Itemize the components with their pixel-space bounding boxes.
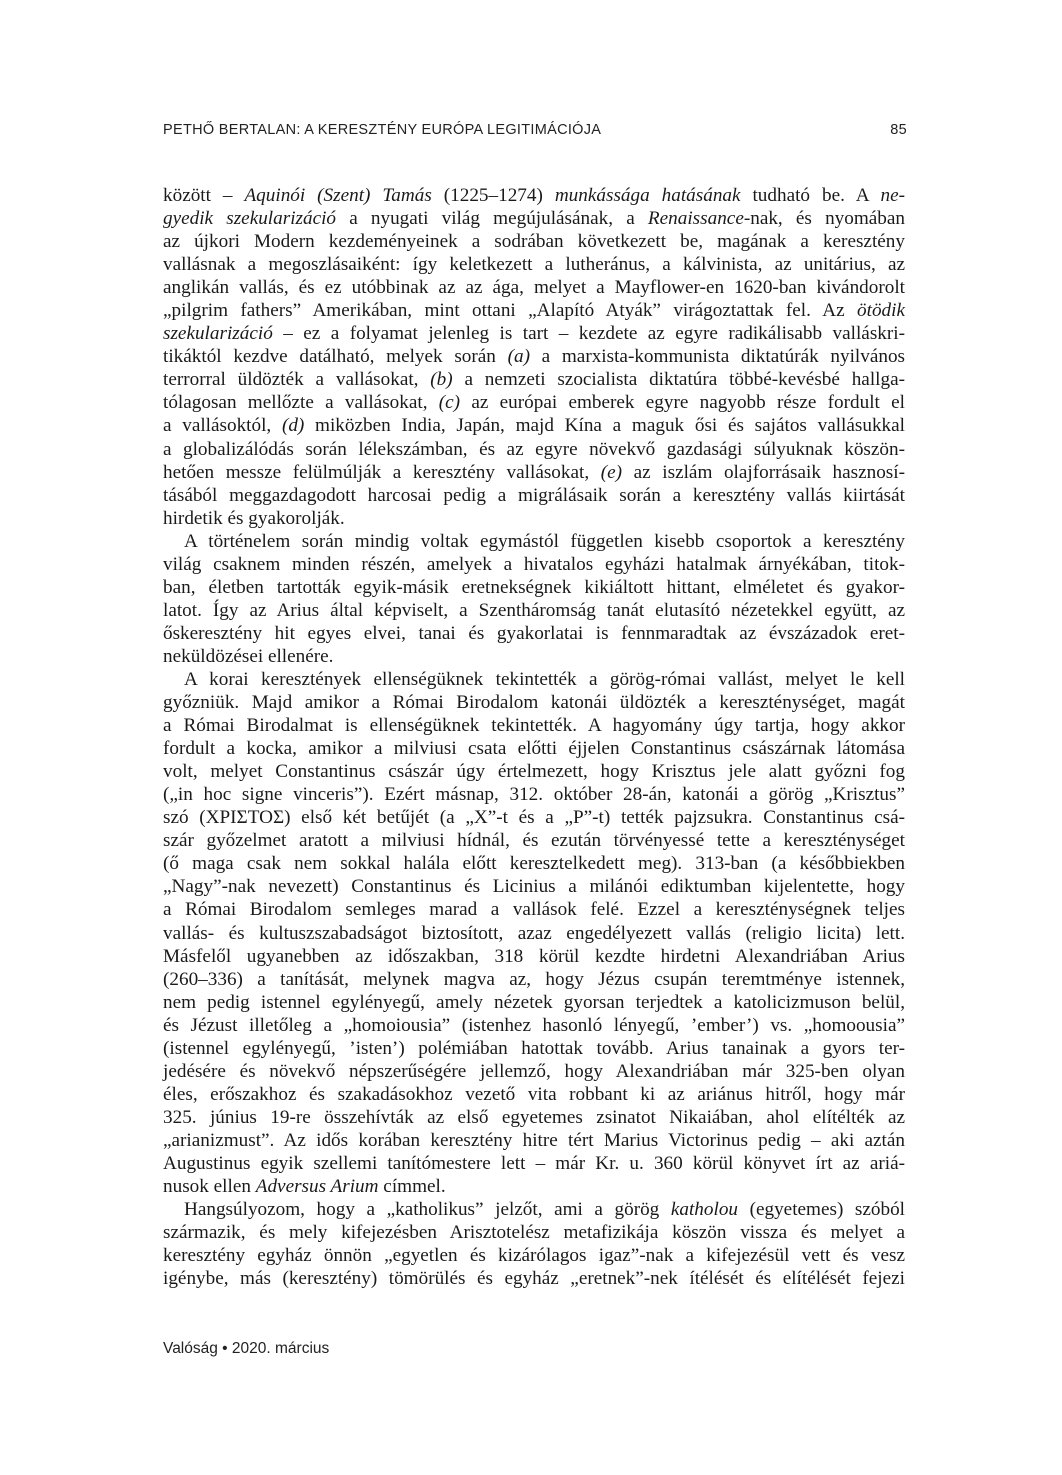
text-line: [163, 599, 905, 622]
text-run: a nemzeti szocialista diktatúra többé-kevésbé hallga-: [452, 369, 905, 391]
text-run: („in hoc signe vinceris”). Ezért másnap, 312. október 28-án, katonái a görög „Krisztus”: [163, 784, 905, 806]
text-run: származik, és mely kifejezésben Arisztotelész metafizikája köszön vissza és melyet a: [163, 1222, 905, 1244]
text-line: [163, 345, 905, 368]
text-line: [163, 1014, 905, 1037]
text-line: [163, 991, 905, 1014]
text-run: A korai keresztények ellenségüknek tekintették a görög-római vallást, melyet le kell: [184, 668, 905, 690]
text-run: neküldözései ellenére.: [163, 645, 334, 667]
italic-text: (a): [507, 346, 530, 368]
text-run: A történelem során mindig voltak egymástól független kisebb csoportok a keresztény: [184, 530, 905, 552]
italic-text: Renaissance: [647, 208, 744, 230]
text-line: [163, 898, 905, 921]
text-line: [163, 1198, 905, 1221]
text-run: 325. június 19-re összehívták az első egyetemes zsinatot Nikaiában, ahol elítélték az: [163, 1106, 905, 1128]
italic-text: (e): [600, 461, 623, 483]
text-run: szár győzelmet aratott a milviusi hídnál, és ezután törvényessé tette a kereszténységet: [163, 830, 905, 852]
text-run: tásából meggazdagodott harcosai pedig a migrálásaik során a keresztény vallás kiirtását: [163, 484, 905, 506]
text-run: az európai emberek egyre nagyobb része fordult el: [460, 392, 905, 414]
text-run: (egyetemes) szóból: [738, 1199, 906, 1221]
text-line: [163, 276, 905, 299]
text-line: [163, 1060, 905, 1083]
text-run: latot. Így az Arius által képviselt, a Szentháromság tanát elutasító nézetekkel együtt, az: [163, 599, 905, 621]
text-run: vallásnak a megoszlásaiként: így keletkezett a lutheránus, a kálvinista, az unitárius, az: [163, 254, 905, 276]
text-run: volt, melyet Constantinus császár úgy értelmezett, hogy Krisztus jele alatt győzni fog: [163, 761, 905, 783]
text-run: „pilgrim fathers” Amerikában, mint ottani „Alapító Atyák” virágoztattak fel. Az: [163, 300, 858, 322]
text-run: jedésére és növekvő népszerűségére jellemző, hogy Alexandriában már 325-ben olyan: [163, 1060, 905, 1082]
text-run: a nyugati világ megújulásának, a: [336, 208, 648, 230]
text-line: [163, 1244, 905, 1267]
text-line: [163, 368, 905, 391]
text-run: a vallásoktól,: [163, 415, 282, 437]
text-line: [163, 945, 905, 968]
text-line: [163, 875, 905, 898]
text-run: a Római Birodalom semleges marad a vallások felé. Ezzel a kereszténységnek teljes: [163, 899, 905, 921]
text-line: [163, 553, 905, 576]
text-run: miközben India, Japán, majd Kína a maguk ősi és sajátos vallásukkal: [304, 415, 905, 437]
text-line: [163, 461, 905, 484]
text-run: tudható be. A: [740, 185, 881, 206]
text-run: Augustinus egyik szellemi tanítómestere lett – már Kr. u. 360 körül könyvet írt az ariá-: [163, 1152, 905, 1174]
text-line: [163, 184, 905, 207]
italic-text: (d): [281, 415, 305, 437]
text-run: hirdetik és gyakorolják.: [163, 507, 345, 529]
text-line: [163, 438, 905, 461]
text-run: nusok ellen: [163, 1176, 256, 1198]
text-line: [163, 507, 905, 530]
text-line: [163, 1221, 905, 1244]
italic-text: (c): [438, 392, 461, 414]
text-run: „arianizmust”. Az idős korában keresztény hitre tért Marius Victorinus pedig – aki aztán: [163, 1129, 905, 1151]
text-line: [163, 576, 905, 599]
text-run: éles, erőszakhoz és szakadásokhoz vezető vita robbant ki az ariánus hitről, hogy már: [163, 1083, 905, 1105]
text-line: [163, 1129, 905, 1152]
text-run: igénybe, más (keresztény) tömörülés és egyház „eretnek”-nek ítélését és elítélését fejezi: [163, 1268, 905, 1290]
text-run: szó (ΧΡΙΣΤΟΣ) első két betűjét (a „X”-t és a „P”-t) tették pajzsukra. Constantinus csá-: [163, 807, 905, 829]
text-run: a globalizálódás során lélekszámban, és az egyre növekvő gazdasági súlyuknak köszön-: [163, 438, 905, 460]
text-line: [163, 783, 905, 806]
article-body: [163, 184, 905, 1290]
text-run: anglikán vallás, és ez utóbbinak az az ága, melyet a Mayflower-en 1620-ban kivándorolt: [163, 277, 905, 299]
italic-text: szekularizáció: [163, 323, 273, 345]
text-run: nem pedig istennel egylényegű, amely nézetek gyorsan terjedtek a katolicizmuson belül,: [163, 991, 905, 1013]
footer-publication: Valóság • 2020. március: [163, 1340, 330, 1357]
text-run: -nak, és nyomában: [743, 208, 905, 230]
text-run: világ csaknem minden részén, amelyek a hivatalos egyházi hatalmak árnyékában, titok-: [163, 553, 905, 575]
text-line: [163, 414, 905, 437]
page-number: 85: [890, 122, 907, 138]
text-run: őskeresztény hit egyes elvei, tanai és gyakorlatai is fennmaradtak az évszázadok eret-: [163, 622, 905, 644]
text-line: [163, 645, 905, 668]
text-run: tólagosan mellőzte a vallásokat,: [163, 392, 439, 414]
text-run: (istennel egylényegű, ’isten’) polémiában hatottak tovább. Arius tanainak a gyors ter-: [163, 1037, 905, 1059]
text-line: [163, 622, 905, 645]
text-run: győzniük. Majd amikor a Római Birodalom katonái üldözték a kereszténységet, magát: [163, 692, 905, 714]
text-line: [163, 253, 905, 276]
text-line: [163, 1267, 905, 1290]
text-line: [163, 691, 905, 714]
italic-text: katholou: [670, 1199, 739, 1221]
page-footer: [163, 1340, 329, 1358]
text-run: vallás- és kultuszszabadságot biztosított, azaz engedélyezett vallás (religio licita) lett.: [163, 922, 905, 944]
text-run: a marxista-kommunista diktatúrák nyilvános: [529, 346, 906, 368]
italic-text: Aquinói (Szent) Tamás: [244, 185, 432, 206]
text-line: [163, 922, 905, 945]
text-line: [163, 230, 905, 253]
text-run: keresztény egyház önnön „egyetlen és kizárólagos igaz”-nak a kifejezésül vett és vesz: [163, 1245, 905, 1267]
text-line: [163, 968, 905, 991]
italic-text: Adversus Arium: [255, 1176, 379, 1198]
text-line: [163, 760, 905, 783]
running-header: [163, 122, 907, 138]
text-line: [163, 737, 905, 760]
italic-text: ötödik: [857, 300, 905, 322]
text-line: [163, 806, 905, 829]
text-line: [163, 322, 905, 345]
text-run: a Római Birodalmat is ellenségüknek tekintették. A hagyomány úgy tartja, hogy akkor: [163, 715, 905, 737]
running-title: PETHŐ BERTALAN: A KERESZTÉNY EURÓPA LEGITIMÁCIÓJA: [163, 122, 602, 138]
text-run: terrorral üldözték a vallásokat,: [163, 369, 431, 391]
text-line: [163, 1037, 905, 1060]
text-line: [163, 1152, 905, 1175]
italic-text: munkássága hatásának: [554, 185, 741, 206]
text-line: [163, 207, 905, 230]
text-run: között –: [163, 185, 245, 206]
text-run: fordult a kocka, amikor a milviusi csata előtti éjjelen Constantinus császárnak látomása: [163, 738, 905, 760]
text-line: [163, 391, 905, 414]
text-run: ban, életben tartották egyik-másik eretnekségnek kikiáltott hittant, elméletet és gyakor-: [163, 576, 905, 598]
text-line: [163, 530, 905, 553]
text-line: [163, 1106, 905, 1129]
text-run: „Nagy”-nak nevezett) Constantinus és Licinius a milánói ediktumban kijelentette, hogy: [163, 876, 905, 898]
text-line: [163, 1083, 905, 1106]
text-run: és Jézust illetőleg a „homoiousia” (istenhez hasonló lényegű, ’ember’) vs. „homoousia”: [163, 1014, 905, 1036]
text-line: [163, 852, 905, 875]
text-run: Hangsúlyozom, hogy a „katholikus” jelzőt, ami a görög: [184, 1199, 671, 1221]
text-line: [163, 829, 905, 852]
text-run: az újkori Modern kezdeményeinek a sodrában következett be, magának a keresztény: [163, 231, 905, 253]
text-run: az iszlám olajforrásaik hasznosí-: [622, 461, 905, 483]
text-line: [163, 299, 905, 322]
text-line: [163, 484, 905, 507]
text-line: [163, 714, 905, 737]
text-line: [163, 668, 905, 691]
text-run: – ez a folyamat jelenleg is tart – kezdete az egyre radikálisabb valláskri-: [272, 323, 905, 345]
text-run: tikáktól kezdve datálható, melyek során: [163, 346, 508, 368]
text-run: hetően messze felülmúlják a keresztény vallásokat,: [163, 461, 601, 483]
text-run: (260–336) a tanítását, melynek magva az, hogy Jézus csupán teremtménye istennek,: [163, 968, 905, 990]
italic-text: gyedik szekularizáció: [163, 208, 337, 230]
text-run: (1225–1274): [431, 185, 555, 206]
text-run: (ő maga csak nem sokkal halála előtt keresztelkedett meg). 313-ban (a későbbiekben: [163, 853, 905, 875]
text-line: [163, 1175, 905, 1198]
italic-text: ne-: [880, 185, 906, 206]
text-run: Másfelől ugyanebben az időszakban, 318 körül kezdte hirdetni Alexandriában Arius: [163, 945, 905, 967]
text-run: címmel.: [378, 1176, 446, 1198]
italic-text: (b): [430, 369, 453, 391]
